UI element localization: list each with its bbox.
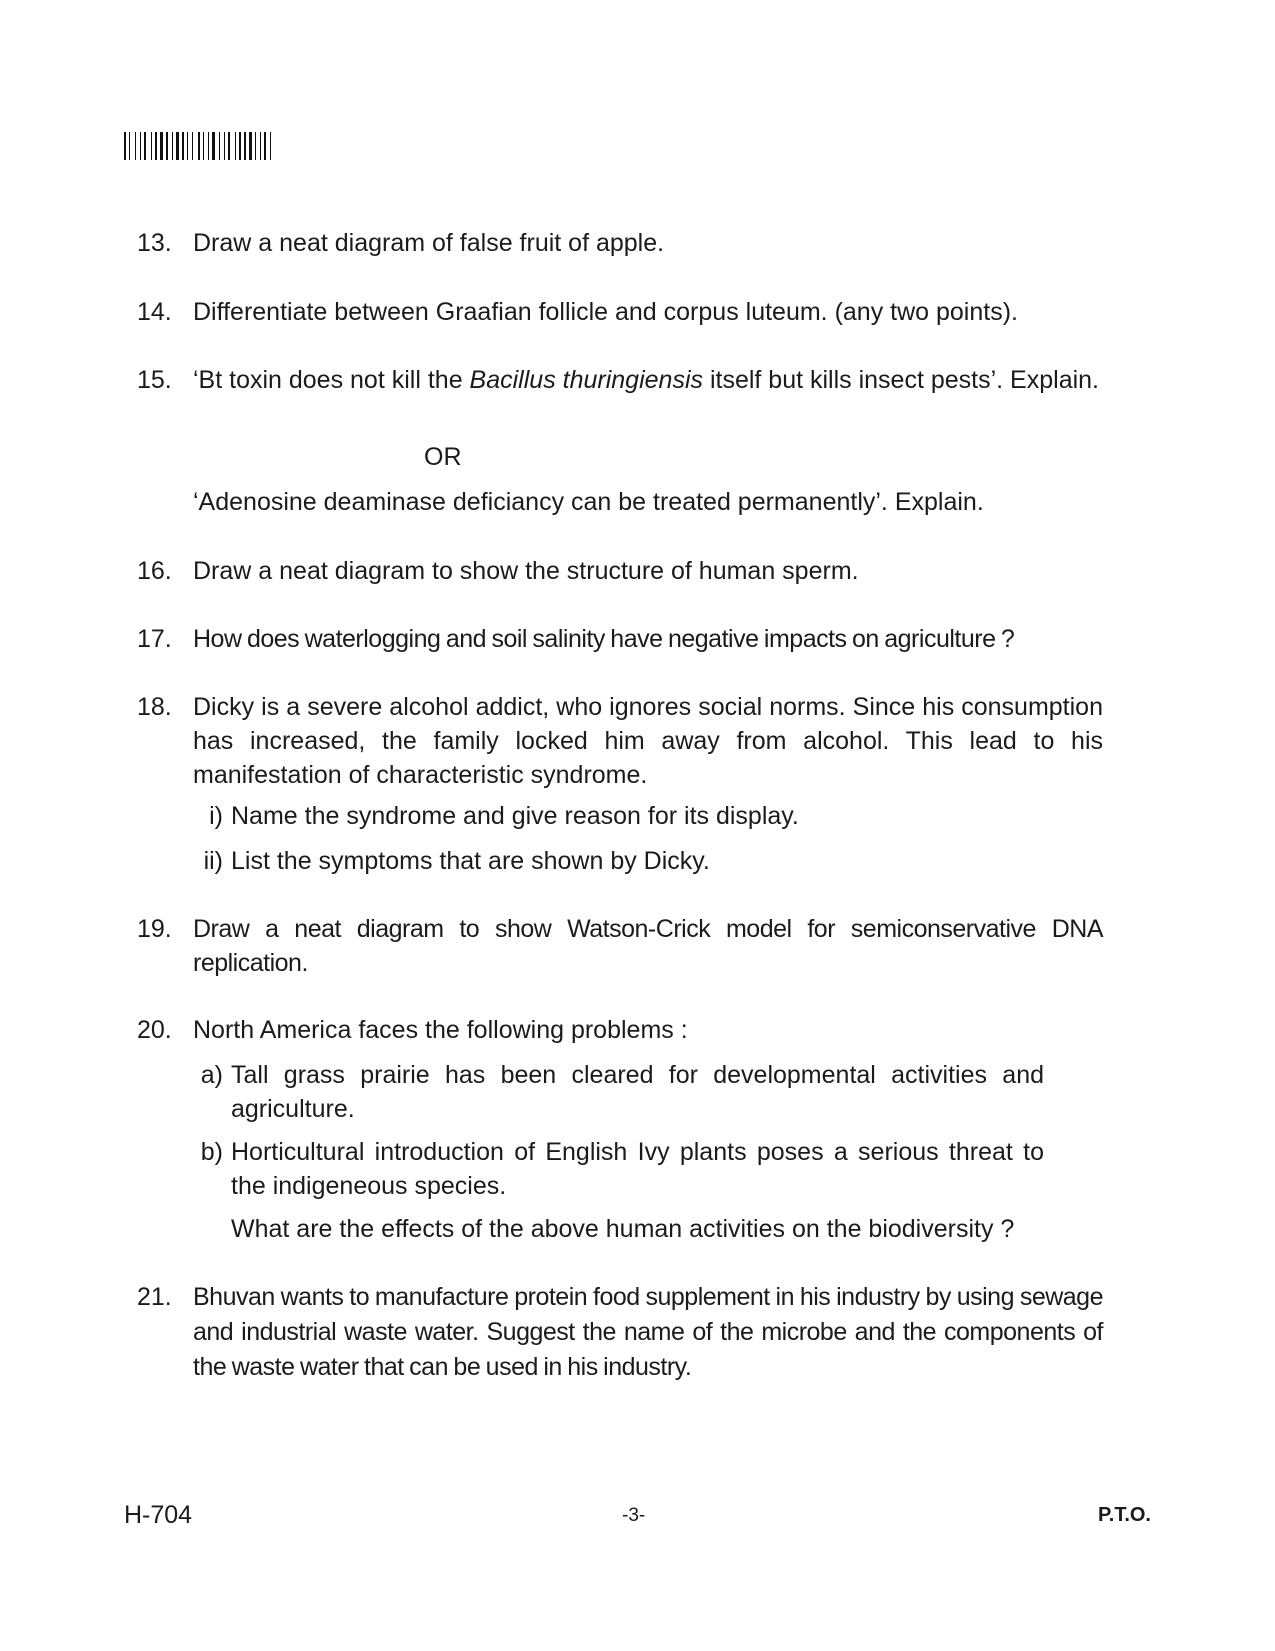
barcode-bar bbox=[192, 132, 193, 160]
barcode-bar bbox=[129, 132, 130, 160]
question-text bbox=[193, 363, 1103, 397]
question-text: ‘Adenosine deaminase deficiancy can be treated permanently’. Explain. bbox=[193, 488, 984, 516]
barcode-bar bbox=[239, 132, 241, 160]
barcode-bar bbox=[260, 132, 261, 160]
barcode-bar bbox=[151, 132, 152, 160]
barcode-bar bbox=[270, 132, 271, 160]
question-text: How does waterlogging and soil salinity have negative impacts on agriculture ? bbox=[193, 625, 1015, 653]
page-number: -3- bbox=[622, 1505, 646, 1526]
sub-question bbox=[200, 1058, 1044, 1126]
barcode-bar bbox=[124, 132, 126, 160]
barcode-bar bbox=[208, 132, 209, 160]
barcode-bar bbox=[166, 132, 168, 160]
barcode-bar bbox=[140, 132, 141, 160]
sub-question-label: i) bbox=[209, 802, 223, 830]
sub-question-label: a) bbox=[200, 1061, 223, 1089]
barcode-bar bbox=[255, 132, 256, 160]
question-text: Bhuvan wants to manufacture protein food supplement in his industry by using sewage and industrial waste water. Suggest the name of the microbe and the components of the waste water that can be used in his industry. bbox=[193, 1283, 1103, 1381]
question-number: 20. bbox=[137, 1016, 172, 1044]
barcode-bar bbox=[172, 132, 173, 160]
barcode-bar bbox=[135, 132, 136, 160]
question-20-closing: What are the effects of the above human activities on the biodiversity ? bbox=[231, 1215, 1015, 1243]
question-number: 17. bbox=[137, 625, 172, 653]
question-text: Draw a neat diagram to show Watson-Crick model for semiconservative DNA replication. bbox=[193, 915, 1103, 977]
question-text: Draw a neat diagram of false fruit of apple. bbox=[193, 229, 665, 257]
question-number: 21. bbox=[137, 1283, 172, 1311]
question-number: 13. bbox=[137, 229, 172, 257]
barcode-bar bbox=[198, 132, 200, 160]
or-separator: OR bbox=[424, 443, 462, 471]
sub-question-text: List the symptoms that are shown by Dicky. bbox=[231, 847, 710, 875]
barcode-bar bbox=[249, 132, 252, 160]
question-number: 18. bbox=[137, 693, 172, 721]
question-text: Draw a neat diagram to show the structure of human sperm. bbox=[193, 557, 859, 585]
barcode-bar bbox=[264, 132, 266, 160]
question-number: 19. bbox=[137, 915, 172, 943]
barcode-bar bbox=[219, 132, 220, 160]
barcode-bar bbox=[235, 132, 236, 160]
barcode-bar bbox=[212, 132, 215, 160]
question-text: Dicky is a severe alcohol addict, who ignores social norms. Since his consumption has increased, the family locked him away from alcohol. This lead to his manifestation of characteristic syndrome. bbox=[193, 693, 1103, 789]
barcode-bar bbox=[228, 132, 230, 160]
barcode-bar bbox=[176, 132, 179, 160]
question-number: 15. bbox=[137, 366, 172, 394]
sub-question-label: ii) bbox=[203, 847, 223, 875]
sub-question bbox=[200, 1135, 1044, 1203]
question-text: Differentiate between Graafian follicle and corpus luteum. (any two points). bbox=[193, 298, 1018, 326]
barcode-bar bbox=[144, 132, 146, 160]
barcode-bar bbox=[182, 132, 184, 160]
question-text-part: itself but kills insect pests’. Explain. bbox=[703, 366, 1099, 394]
sub-question-text: Tall grass prairie has been cleared for developmental activities and agriculture. bbox=[231, 1061, 1044, 1123]
barcode-bar bbox=[224, 132, 225, 160]
question-number: 14. bbox=[137, 298, 172, 326]
please-turn-over: P.T.O. bbox=[1098, 1504, 1151, 1526]
question-text-part: ‘Bt toxin does not kill the bbox=[193, 366, 470, 394]
barcode-bar bbox=[244, 132, 246, 160]
question-number: 16. bbox=[137, 557, 172, 585]
barcode-bar bbox=[160, 132, 163, 160]
barcode-bar bbox=[155, 132, 157, 160]
sub-question-label: b) bbox=[200, 1138, 223, 1166]
sub-question-text: Horticultural introduction of English Ivy plants poses a serious threat to the indigeneous species. bbox=[231, 1138, 1044, 1200]
species-name: Bacillus thuringiensis bbox=[469, 366, 703, 394]
barcode-bar bbox=[187, 132, 188, 160]
paper-code: H-704 bbox=[124, 1501, 193, 1529]
sub-question bbox=[209, 799, 1051, 833]
question-text: North America faces the following problems : bbox=[193, 1016, 688, 1044]
sub-question bbox=[203, 844, 1051, 878]
barcode-bar bbox=[203, 132, 204, 160]
sub-question-text: Name the syndrome and give reason for its display. bbox=[231, 802, 799, 830]
